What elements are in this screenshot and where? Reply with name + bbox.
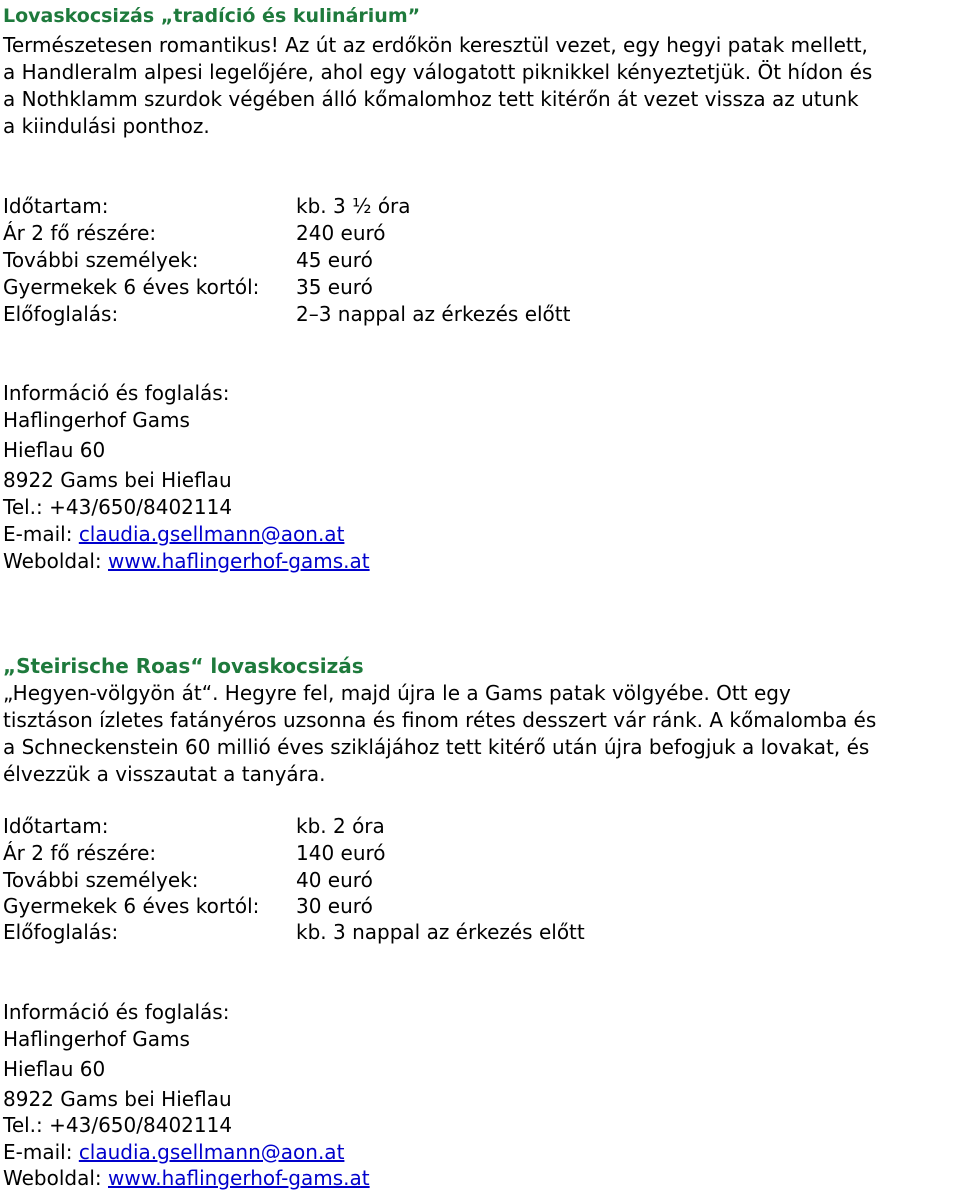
detail-value-extra-persons: 45 euró <box>296 248 373 272</box>
detail-label-duration: Időtartam: <box>3 194 109 218</box>
detail-value-children: 35 euró <box>296 275 373 299</box>
section-1-description-line: a Nothklamm szurdok végében álló kőmalomhoz tett kitérőn át vezet vissza az utunk <box>3 87 859 111</box>
detail-label-children: Gyermekek 6 éves kortól: <box>3 894 260 918</box>
section-1-contact-web-row <box>3 551 370 571</box>
section-1-contact-city: 8922 Gams bei Hieflau <box>3 468 232 492</box>
section-1-contact-heading: Információ és foglalás: <box>3 381 230 405</box>
detail-label-prebooking: Előfoglalás: <box>3 302 119 326</box>
detail-label-duration: Időtartam: <box>3 814 109 838</box>
section-2-contact-name: Haflingerhof Gams <box>3 1027 190 1051</box>
section-1-detail-row <box>3 250 373 270</box>
web-label: Weboldal: <box>3 1166 108 1190</box>
section-2-description-line: élvezzük a visszautat a tanyára. <box>3 762 326 786</box>
detail-value-duration: kb. 3 ½ óra <box>296 194 411 218</box>
detail-value-children: 30 euró <box>296 894 373 918</box>
detail-value-duration: kb. 2 óra <box>296 814 385 838</box>
section-2-contact-heading: Információ és foglalás: <box>3 1000 230 1024</box>
section-1-contact-name: Haflingerhof Gams <box>3 408 190 432</box>
section-2-detail-row <box>3 843 386 863</box>
section-2-description-line: a Schneckenstein 60 millió éves sziklájához tett kitérő után újra befogjuk a lovakat, és <box>3 735 870 759</box>
website-link[interactable]: www.haflingerhof-gams.at <box>108 1166 370 1190</box>
detail-value-prebooking: kb. 3 nappal az érkezés előtt <box>296 920 585 944</box>
section-1-description-line: a kiindulási ponthoz. <box>3 114 210 138</box>
section-1-contact-street: Hieflau 60 <box>3 438 106 462</box>
section-1-description-line: a Handleralm alpesi legelőjére, ahol egy válogatott piknikkel kényeztetjük. Öt hídon és <box>3 60 873 84</box>
section-1-detail-row <box>3 277 373 297</box>
section-2-description-line: tisztáson ízletes fatányéros uzsonna és finom rétes desszert vár ránk. A kőmalomba és <box>3 708 877 732</box>
detail-label-extra-persons: További személyek: <box>3 248 199 272</box>
detail-value-price: 240 euró <box>296 221 386 245</box>
section-2-detail-row <box>3 816 385 836</box>
email-link[interactable]: claudia.gsellmann@aon.at <box>78 522 345 546</box>
section-1-detail-row <box>3 196 411 216</box>
section-1-detail-row <box>3 223 386 243</box>
email-link[interactable]: claudia.gsellmann@aon.at <box>78 1140 345 1164</box>
section-1-contact-email-row <box>3 524 344 544</box>
detail-label-price: Ár 2 fő részére: <box>3 221 157 245</box>
section-2-title: „Steirische Roas“ lovaskocsizás <box>3 654 364 678</box>
section-2-detail-row <box>3 870 373 890</box>
detail-value-price: 140 euró <box>296 841 386 865</box>
section-1-description-line: Természetesen romantikus! Az út az erdőkön keresztül vezet, egy hegyi patak mellett, <box>3 33 868 57</box>
section-2-contact-phone: Tel.: +43/650/8402114 <box>3 1113 233 1137</box>
section-1-title: Lovaskocsizás „tradíció és kulinárium” <box>3 5 421 27</box>
detail-label-children: Gyermekek 6 éves kortól: <box>3 275 260 299</box>
website-link[interactable]: www.haflingerhof-gams.at <box>108 549 370 573</box>
section-2-contact-email-row <box>3 1142 344 1162</box>
section-2-detail-row <box>3 896 373 916</box>
detail-label-extra-persons: További személyek: <box>3 868 199 892</box>
section-2-contact-city: 8922 Gams bei Hieflau <box>3 1087 232 1111</box>
section-2-description-line: „Hegyen-völgyön át“. Hegyre fel, majd újra le a Gams patak völgyébe. Ott egy <box>3 681 791 705</box>
detail-label-price: Ár 2 fő részére: <box>3 841 157 865</box>
section-2-contact-street: Hieflau 60 <box>3 1057 106 1081</box>
detail-value-extra-persons: 40 euró <box>296 868 373 892</box>
detail-value-prebooking: 2–3 nappal az érkezés előtt <box>296 302 571 326</box>
section-1-contact-phone: Tel.: +43/650/8402114 <box>3 495 233 519</box>
section-2-detail-row <box>3 922 585 942</box>
email-label: E-mail: <box>3 522 79 546</box>
email-label: E-mail: <box>3 1140 79 1164</box>
section-2-contact-web-row <box>3 1168 370 1188</box>
section-1-detail-row <box>3 304 570 324</box>
web-label: Weboldal: <box>3 549 108 573</box>
detail-label-prebooking: Előfoglalás: <box>3 920 119 944</box>
